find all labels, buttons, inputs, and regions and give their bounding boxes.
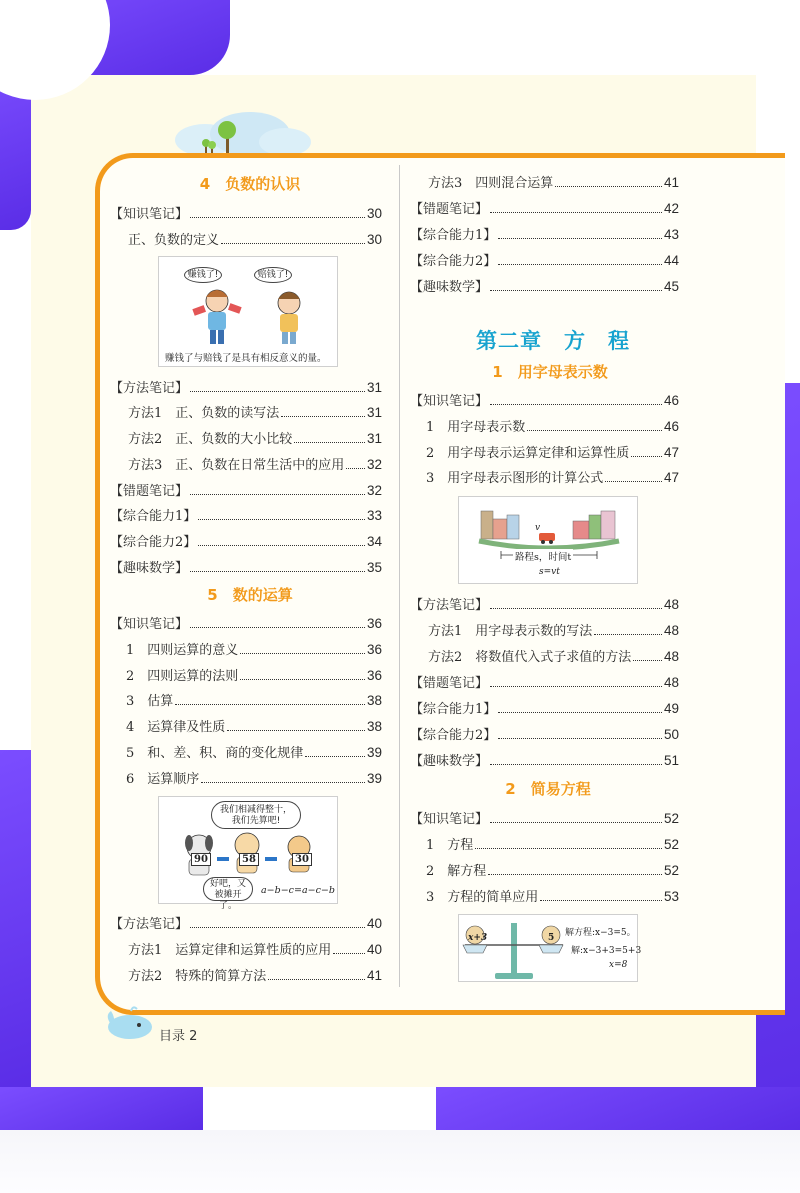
toc-page: 53 [663,889,679,904]
toc-row[interactable] [110,377,382,395]
toc-page: 38 [366,719,382,734]
toc-row[interactable] [128,454,382,472]
toc-row[interactable] [128,428,382,446]
toc-label: 5 和、差、积、商的变化规律 [126,746,304,761]
leader-dots [475,848,662,849]
toc-page: 41 [663,175,679,190]
toc-page: 36 [366,642,382,657]
toc-label: 【错题笔记】 [410,202,489,217]
toc-row[interactable] [410,224,679,242]
toc-row[interactable] [410,698,679,716]
toc-label: 【方法笔记】 [110,917,189,932]
bg-shape-left-lower [0,750,31,1090]
leader-dots [201,782,365,783]
leader-dots [268,979,365,980]
toc-label: 1 方程 [426,838,474,853]
toc-row[interactable] [410,672,679,690]
toc-label: 方法3 正、负数在日常生活中的应用 [128,458,345,473]
equation-line-3: x=8 [609,960,628,970]
toc-page: 30 [366,232,382,247]
leader-dots [488,874,662,875]
toc-label: 【知识笔记】 [110,207,189,222]
toc-page: 52 [663,863,679,878]
toc-page: 52 [663,811,679,826]
leader-dots [175,704,365,705]
leader-dots [490,290,662,291]
toc-row[interactable] [410,198,679,216]
toc-label: 【综合能力1】 [410,228,497,243]
toc-label: 【综合能力2】 [410,254,497,269]
tree-cloud-decoration [165,110,315,158]
toc-label: 3 估算 [126,694,174,709]
toc-row[interactable] [126,716,382,734]
illustration-caption: 赚钱了与赔钱了是具有相反意义的量。 [165,353,327,364]
toc-page: 52 [663,837,679,852]
leader-dots [631,456,662,457]
leader-dots [281,416,365,417]
toc-page: 48 [663,675,679,690]
speech-bubble-lose: 赔钱了! [254,267,292,283]
toc-row[interactable] [126,690,382,708]
toc-label: 【知识笔记】 [110,617,189,632]
toc-row[interactable] [410,808,679,826]
leader-dots [490,608,662,609]
toc-row[interactable] [428,620,679,638]
toc-label: 2 四则运算的法则 [126,669,239,684]
toc-row[interactable] [110,531,382,549]
toc-label: 1 四则运算的意义 [126,643,239,658]
toc-row[interactable] [426,860,679,878]
toc-page: 35 [366,560,382,575]
leader-dots [198,545,365,546]
section-title-5: 5 数的运算 [207,586,293,604]
leader-dots [540,900,662,901]
toc-row[interactable] [426,834,679,852]
right-pan-label: 5 [548,933,555,943]
whale-icon [105,1003,155,1041]
toc-page: 50 [663,727,679,742]
leader-dots [490,404,662,405]
toc-label: 【知识笔记】 [410,812,489,827]
toc-page: 38 [366,693,382,708]
speech-bubble-top: 我们相减得整十，我们先算吧! [211,801,301,829]
toc-page: 34 [366,534,382,549]
toc-label: 2 用字母表示运算定律和运算性质 [426,446,630,461]
toc-label: 3 方程的简单应用 [426,890,539,905]
toc-label: 【趣味数学】 [410,280,489,295]
illustration-subtraction [158,796,338,911]
toc-row[interactable] [128,229,382,247]
leader-dots [555,186,662,187]
toc-row[interactable] [426,886,679,904]
illustration-distance-speed [458,496,638,584]
toc-label: 【方法笔记】 [110,381,189,396]
cartoon-kids [159,257,339,352]
leader-dots [490,212,662,213]
leader-dots [346,468,365,469]
leader-dots [190,927,365,928]
toc-page: 41 [366,968,382,983]
toc-row[interactable] [428,646,679,664]
toc-page: 43 [663,227,679,242]
toc-page: 33 [366,508,382,523]
section-title-r1: 1 用字母表示数 [492,363,608,381]
toc-label: 【知识笔记】 [410,394,489,409]
toc-row[interactable] [426,467,679,485]
toc-page: 47 [663,470,679,485]
toc-row[interactable] [110,913,382,931]
toc-page: 31 [366,431,382,446]
toc-row[interactable] [128,939,382,957]
toc-row[interactable] [110,613,382,631]
number-tag-2: 58 [239,853,259,866]
formula-text: a−b−c=a−c−b [261,885,335,896]
equation-line-1: 解方程:x−3=5。 [565,928,636,938]
toc-page: 44 [663,253,679,268]
leader-dots [498,738,662,739]
toc-label: 【趣味数学】 [110,561,189,576]
toc-row[interactable] [110,203,382,221]
illustration-profit-loss [158,256,338,367]
toc-page: 32 [366,457,382,472]
toc-row[interactable] [428,172,679,190]
leader-dots [333,953,365,954]
toc-label: 【错题笔记】 [110,484,189,499]
toc-row[interactable] [110,505,382,523]
number-tag-3: 30 [292,853,312,866]
toc-page: 48 [663,597,679,612]
leader-dots [190,391,365,392]
toc-page: 36 [366,668,382,683]
toc-label: 方法1 用字母表示数的写法 [428,624,593,639]
leader-dots [605,481,662,482]
toc-label: 3 用字母表示图形的计算公式 [426,471,604,486]
toc-label: 方法1 正、负数的读写法 [128,406,280,421]
bg-shape-bottom-left [0,1087,203,1130]
toc-label: 【方法笔记】 [410,598,489,613]
toc-page: 42 [663,201,679,216]
leader-dots [498,712,662,713]
illustration-balance-equation [458,914,642,982]
toc-page: 51 [663,753,679,768]
toc-page: 31 [366,405,382,420]
toc-label: 【错题笔记】 [410,676,489,691]
leader-dots [490,686,662,687]
toc-page: 40 [366,916,382,931]
leader-dots [294,442,365,443]
leader-dots [490,822,662,823]
leader-dots [498,238,662,239]
leader-dots [490,764,662,765]
toc-page: 31 [366,380,382,395]
leader-dots [190,627,365,628]
toc-label: 【趣味数学】 [410,754,489,769]
toc-page: 46 [663,419,679,434]
leader-dots [498,264,662,265]
toc-label: 正、负数的定义 [128,233,220,248]
leader-dots [305,756,365,757]
toc-row[interactable] [126,665,382,683]
leader-dots [527,430,662,431]
toc-page: 48 [663,649,679,664]
leader-dots [240,653,365,654]
toc-page: 45 [663,279,679,294]
leader-dots [190,494,365,495]
toc-label: 1 用字母表示数 [426,420,526,435]
toc-row[interactable] [128,965,382,983]
toc-page: 36 [366,616,382,631]
toc-label: 【综合能力1】 [410,702,497,717]
speech-bubble-earn: 赚钱了! [184,267,222,283]
column-divider [399,165,400,987]
toc-row[interactable] [410,390,679,408]
leader-dots [633,660,662,661]
toc-label: 6 运算顺序 [126,772,200,787]
toc-label: 4 运算律及性质 [126,720,226,735]
chapter-title: 第二章 方 程 [476,329,630,353]
road-label: 路程s，时间t [513,549,573,563]
toc-row[interactable] [126,768,382,786]
toc-label: 【综合能力2】 [110,535,197,550]
toc-row[interactable] [126,639,382,657]
leader-dots [190,571,365,572]
bg-bottom-fade [0,1130,800,1193]
number-tag-1: 90 [191,853,211,866]
toc-row[interactable] [410,276,679,294]
toc-row[interactable] [128,402,382,420]
toc-row[interactable] [426,442,679,460]
leader-dots [227,730,365,731]
formula-text: s=vt [539,567,560,577]
section-title-4: 4 负数的认识 [199,175,301,193]
toc-label: 方法2 正、负数的大小比较 [128,432,293,447]
toc-row[interactable] [110,557,382,575]
leader-dots [221,243,365,244]
toc-page: 48 [663,623,679,638]
toc-label: 方法1 运算定律和运算性质的应用 [128,943,332,958]
toc-row[interactable] [410,594,679,612]
section-title-r2: 2 简易方程 [505,780,591,798]
toc-label: 【综合能力2】 [410,728,497,743]
toc-row[interactable] [410,724,679,742]
toc-row[interactable] [410,750,679,768]
toc-label: 方法3 四则混合运算 [428,176,554,191]
toc-page: 39 [366,771,382,786]
leader-dots [190,217,365,218]
toc-label: 2 解方程 [426,864,487,879]
footer-page-label: 目录 2 [159,1029,198,1044]
toc-page: 49 [663,701,679,716]
toc-page: 32 [366,483,382,498]
toc-row[interactable] [410,250,679,268]
bg-shape-bottom-right [436,1087,800,1130]
toc-row[interactable] [426,416,679,434]
leader-dots [240,679,365,680]
toc-label: 【综合能力1】 [110,509,197,524]
toc-page: 47 [663,445,679,460]
toc-page: 30 [366,206,382,221]
toc-label: 方法2 特殊的简算方法 [128,969,267,984]
leader-dots [594,634,662,635]
toc-page: 40 [366,942,382,957]
leader-dots [198,519,365,520]
left-pan-label: x+3 [468,933,488,943]
toc-label: 方法2 将数值代入式子求值的方法 [428,650,632,665]
speech-bubble-bottom: 好吧，又被摊开了。 [203,877,253,901]
toc-page: 46 [663,393,679,408]
equation-line-2: 解:x−3+3=5+3 [571,946,642,956]
toc-page: 39 [366,745,382,760]
velocity-label: v [535,523,541,533]
toc-row[interactable] [110,480,382,498]
toc-row[interactable] [126,742,382,760]
